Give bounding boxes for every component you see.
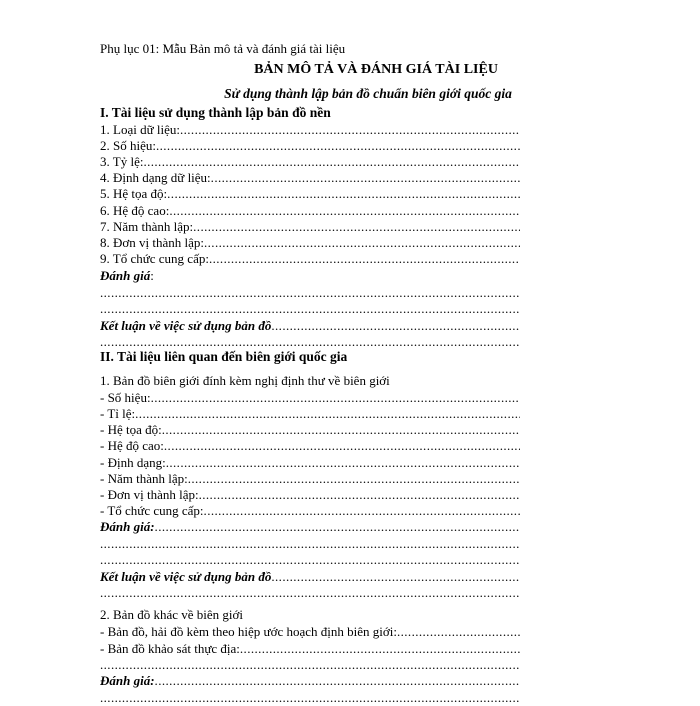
field-providing-org-2: - Tổ chức cung cấp: ..... [100,502,520,519]
section-2-heading: II. Tài liệu liên quan đến biên giới quốc gia [100,349,348,364]
field-height-system-2: - Hệ độ cao: ..... [100,437,520,454]
subsection-2-2-title: 2. Bản đồ khác về biên giới [100,607,243,622]
evaluation-line [100,284,520,301]
subsection-2-1-title: 1. Bản đồ biên giới đính kèm nghị định thư về biên giới [100,373,390,388]
field-border-map-treaty: - Bản đồ, hải đồ kèm theo hiệp ước hoạch định biên giới: ..... [100,623,520,640]
field-coordinate-system-2: - Hệ tọa độ: ..... [100,421,520,438]
section-1-heading: I. Tài liệu sử dụng thành lập bản đồ nền [100,105,331,120]
field-establishing-unit: 8. Đơn vị thành lập: ..... [100,234,520,251]
conclusion-line-1: Kết luận về việc sử dụng bản đồ ..... [100,317,520,334]
conclusion-line [100,584,520,601]
field-providing-org: 9. Tổ chức cung cấp: ..... [100,250,520,267]
field-data-format: 4. Định dạng dữ liệu: ..... [100,169,520,186]
evaluation-line [100,300,520,317]
evaluation-line [100,535,520,552]
field-year-established-2: - Năm thành lập: ..... [100,470,520,487]
document-subtitle: Sử dụng thành lập bản đồ chuẩn biên giới quốc gia [224,86,512,101]
field-data-type: 1. Loại dữ liệu: ..... [100,121,520,138]
evaluation-line [100,689,520,706]
field-format-2: - Định dạng: ..... [100,454,520,471]
evaluation-label-1: Đánh giá: [100,268,154,283]
appendix-label: Phụ lục 01: Mẫu Bản mô tả và đánh giá tài liệu [100,41,346,56]
evaluation-line-3: Đánh giá: ..... [100,672,520,689]
evaluation-line [100,656,520,673]
field-year-established: 7. Năm thành lập: ..... [100,218,520,235]
evaluation-line [100,551,520,568]
field-field-survey-map: - Bản đồ khảo sát thực địa: ..... [100,640,520,657]
field-serial-number-2: - Số hiệu: ..... [100,389,520,406]
field-height-system: 6. Hệ độ cao: ..... [100,202,520,219]
field-scale-2: - Tỉ lệ: ..... [100,405,520,422]
evaluation-line-2: Đánh giá: ..... [100,518,520,535]
field-coordinate-system: 5. Hệ tọa độ: ..... [100,185,520,202]
field-serial-number: 2. Số hiệu: ..... [100,137,520,154]
document-title: BẢN MÔ TẢ VÀ ĐÁNH GIÁ TÀI LIỆU [254,62,498,77]
conclusion-line-2: Kết luận về việc sử dụng bản đồ ..... [100,568,520,585]
field-establishing-unit-2: - Đơn vị thành lập: ..... [100,486,520,503]
field-scale: 3. Tỷ lệ: ..... [100,153,520,170]
